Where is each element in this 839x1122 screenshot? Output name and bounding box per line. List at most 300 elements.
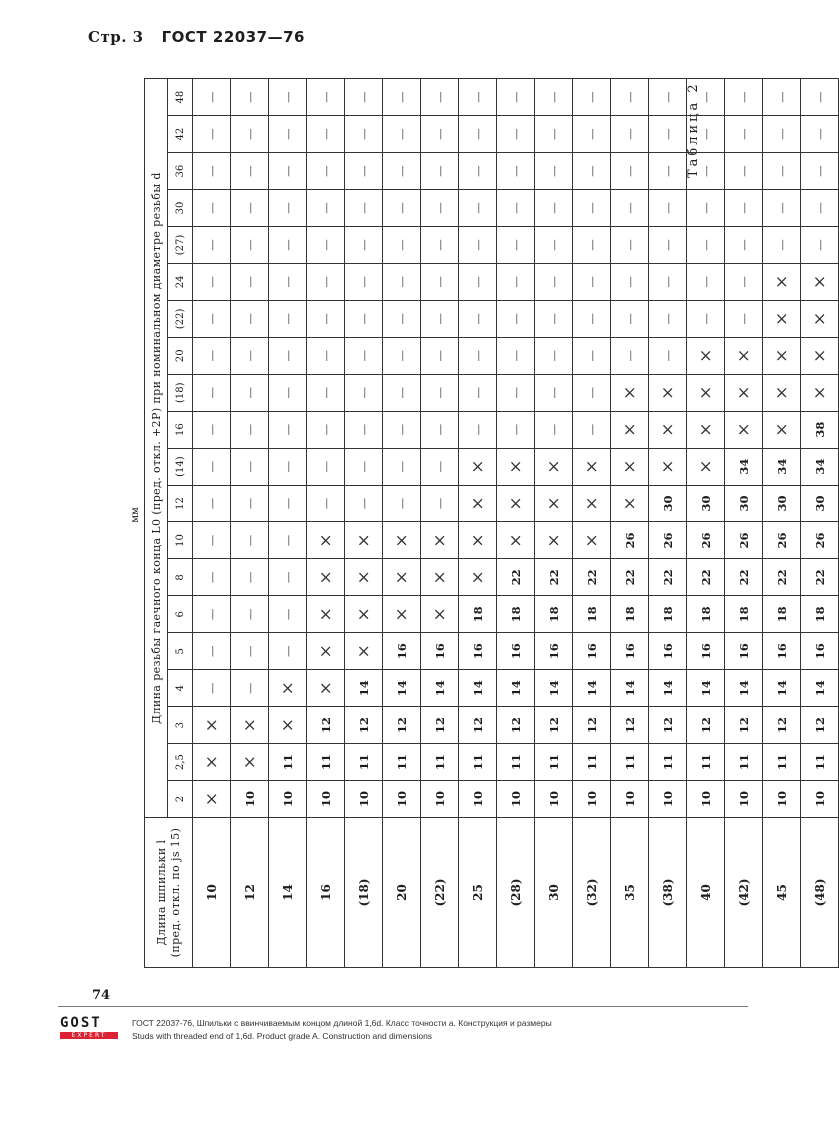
- thread-length-cell: 22: [611, 559, 649, 596]
- thread-length-cell: 30: [649, 485, 687, 522]
- thread-length-cell: ×: [193, 707, 231, 744]
- thread-length-cell: —: [307, 153, 345, 190]
- thread-length-cell: —: [725, 116, 763, 153]
- thread-length-cell: —: [307, 374, 345, 411]
- thread-length-cell: 18: [497, 596, 535, 633]
- thread-length-cell: —: [497, 116, 535, 153]
- thread-length-header: Длина резьбы гаечного конца L0 (пред. откл. +2P) при номинальном диаметре резьбы d: [145, 79, 168, 818]
- thread-length-cell: ×: [611, 448, 649, 485]
- thread-length-cell: 12: [649, 707, 687, 744]
- thread-length-cell: —: [763, 153, 801, 190]
- thread-length-cell: —: [269, 411, 307, 448]
- thread-length-cell: —: [763, 116, 801, 153]
- thread-length-cell: 11: [345, 744, 383, 781]
- footer-divider: [58, 1006, 748, 1007]
- thread-length-cell: —: [421, 374, 459, 411]
- thread-length-cell: —: [459, 190, 497, 227]
- thread-length-cell: —: [193, 411, 231, 448]
- thread-length-cell: —: [269, 522, 307, 559]
- thread-length-cell: —: [383, 79, 421, 116]
- table-row: [801, 79, 839, 968]
- diameter-header: (27): [168, 227, 193, 264]
- thread-length-cell: 11: [725, 744, 763, 781]
- thread-length-cell: —: [269, 263, 307, 300]
- stud-length-cell: 14: [269, 818, 307, 968]
- thread-length-cell: ×: [573, 522, 611, 559]
- thread-length-cell: 10: [269, 781, 307, 818]
- thread-length-cell: 22: [725, 559, 763, 596]
- gost-expert-logo: [60, 1016, 118, 1039]
- thread-length-cell: —: [611, 190, 649, 227]
- thread-length-cell: ×: [383, 559, 421, 596]
- thread-length-cell: —: [269, 153, 307, 190]
- thread-length-cell: —: [687, 79, 725, 116]
- thread-length-cell: —: [573, 374, 611, 411]
- thread-length-cell: —: [307, 337, 345, 374]
- thread-length-cell: —: [801, 227, 839, 264]
- thread-length-cell: —: [307, 116, 345, 153]
- thread-length-cell: 12: [725, 707, 763, 744]
- thread-length-cell: 16: [611, 633, 649, 670]
- stud-length-cell: (28): [497, 818, 535, 968]
- table-row: [345, 79, 383, 968]
- diameter-header: 4: [168, 670, 193, 707]
- thread-length-cell: 14: [497, 670, 535, 707]
- thread-length-cell: 18: [649, 596, 687, 633]
- thread-length-cell: —: [193, 448, 231, 485]
- thread-length-cell: 16: [573, 633, 611, 670]
- thread-length-cell: ×: [307, 670, 345, 707]
- thread-length-cell: —: [231, 448, 269, 485]
- thread-length-cell: 12: [421, 707, 459, 744]
- thread-length-cell: 10: [535, 781, 573, 818]
- thread-length-cell: —: [193, 263, 231, 300]
- thread-length-cell: 14: [763, 670, 801, 707]
- thread-length-cell: —: [345, 448, 383, 485]
- thread-length-cell: —: [535, 153, 573, 190]
- thread-length-cell: —: [383, 116, 421, 153]
- rotated-table-block: [130, 78, 830, 968]
- thread-length-cell: —: [269, 79, 307, 116]
- thread-length-cell: —: [725, 190, 763, 227]
- thread-length-cell: —: [687, 116, 725, 153]
- thread-length-cell: —: [649, 116, 687, 153]
- thread-length-cell: ×: [763, 337, 801, 374]
- thread-length-cell: —: [763, 190, 801, 227]
- thread-length-cell: 12: [535, 707, 573, 744]
- thread-length-cell: —: [193, 153, 231, 190]
- thread-length-cell: 11: [383, 744, 421, 781]
- thread-length-cell: —: [231, 633, 269, 670]
- thread-length-cell: ×: [725, 337, 763, 374]
- footer-line-english: Studs with threaded end of 1,6d. Product grade A. Construction and dimensions: [132, 1031, 433, 1041]
- thread-length-cell: —: [269, 337, 307, 374]
- thread-length-cell: —: [231, 263, 269, 300]
- thread-length-cell: —: [269, 227, 307, 264]
- thread-length-cell: 18: [763, 596, 801, 633]
- thread-length-cell: 10: [383, 781, 421, 818]
- thread-length-cell: —: [687, 227, 725, 264]
- thread-length-cell: —: [573, 116, 611, 153]
- table-row: [535, 79, 573, 968]
- thread-length-cell: —: [231, 670, 269, 707]
- thread-length-cell: —: [535, 79, 573, 116]
- thread-length-cell: ×: [687, 374, 725, 411]
- thread-length-cell: ×: [307, 633, 345, 670]
- thread-length-cell: —: [193, 300, 231, 337]
- thread-length-cell: 22: [687, 559, 725, 596]
- thread-length-cell: —: [231, 337, 269, 374]
- thread-length-cell: ×: [421, 522, 459, 559]
- thread-length-cell: —: [459, 337, 497, 374]
- thread-length-cell: —: [497, 227, 535, 264]
- thread-length-cell: ×: [535, 448, 573, 485]
- stud-length-cell: 10: [193, 818, 231, 968]
- thread-length-cell: ×: [497, 485, 535, 522]
- thread-length-cell: 14: [801, 670, 839, 707]
- thread-length-cell: —: [383, 448, 421, 485]
- table-row: [383, 79, 421, 968]
- thread-length-cell: —: [497, 337, 535, 374]
- thread-length-cell: 16: [763, 633, 801, 670]
- thread-length-cell: 14: [345, 670, 383, 707]
- diameter-header: 42: [168, 116, 193, 153]
- thread-length-cell: ×: [497, 448, 535, 485]
- thread-length-cell: —: [345, 374, 383, 411]
- thread-length-cell: 10: [231, 781, 269, 818]
- thread-length-cell: —: [649, 337, 687, 374]
- footer-line-russian: ГОСТ 22037-76, Шпильки с ввинчиваемым концом длиной 1,6d. Класс точности а. Конструкция и размеры: [132, 1018, 552, 1028]
- thread-length-cell: ×: [307, 559, 345, 596]
- thread-length-cell: 11: [573, 744, 611, 781]
- thread-length-cell: —: [231, 522, 269, 559]
- thread-length-cell: —: [801, 79, 839, 116]
- thread-length-cell: —: [193, 522, 231, 559]
- thread-length-cell: 11: [535, 744, 573, 781]
- thread-length-cell: —: [725, 79, 763, 116]
- thread-length-cell: —: [535, 263, 573, 300]
- thread-length-cell: 22: [535, 559, 573, 596]
- thread-length-cell: ×: [573, 485, 611, 522]
- thread-length-cell: ×: [535, 485, 573, 522]
- stud-length-cell: 45: [763, 818, 801, 968]
- thread-length-cell: 26: [687, 522, 725, 559]
- thread-length-cell: ×: [763, 263, 801, 300]
- thread-length-cell: —: [421, 190, 459, 227]
- thread-length-cell: ×: [649, 448, 687, 485]
- diameter-header: 3: [168, 707, 193, 744]
- thread-length-cell: 10: [763, 781, 801, 818]
- thread-length-cell: 10: [611, 781, 649, 818]
- thread-length-cell: —: [269, 116, 307, 153]
- thread-length-cell: —: [269, 633, 307, 670]
- logo-subtext: EXPERT: [60, 1032, 118, 1039]
- diameter-header: 30: [168, 190, 193, 227]
- diameter-header: 8: [168, 559, 193, 596]
- thread-length-cell: —: [193, 559, 231, 596]
- page-header: [88, 28, 305, 46]
- thread-length-cell: —: [573, 300, 611, 337]
- thread-length-cell: —: [193, 79, 231, 116]
- thread-length-cell: —: [231, 485, 269, 522]
- thread-length-cell: —: [535, 300, 573, 337]
- thread-length-cell: ×: [193, 781, 231, 818]
- thread-length-cell: —: [421, 411, 459, 448]
- thread-length-cell: —: [269, 190, 307, 227]
- thread-length-cell: —: [497, 153, 535, 190]
- stud-length-cell: 40: [687, 818, 725, 968]
- thread-length-cell: —: [231, 227, 269, 264]
- thread-length-cell: ×: [725, 374, 763, 411]
- diameter-header: (14): [168, 448, 193, 485]
- thread-length-cell: —: [801, 153, 839, 190]
- thread-length-cell: —: [231, 411, 269, 448]
- thread-length-cell: 12: [459, 707, 497, 744]
- thread-length-cell: 30: [801, 485, 839, 522]
- table-row: [307, 79, 345, 968]
- thread-length-cell: 11: [763, 744, 801, 781]
- thread-length-cell: —: [269, 448, 307, 485]
- thread-length-cell: 12: [345, 707, 383, 744]
- thread-length-cell: —: [573, 190, 611, 227]
- thread-length-cell: 10: [497, 781, 535, 818]
- thread-length-cell: —: [307, 263, 345, 300]
- stud-length-cell: 30: [535, 818, 573, 968]
- thread-length-cell: 16: [801, 633, 839, 670]
- thread-length-cell: —: [193, 337, 231, 374]
- thread-length-cell: —: [459, 153, 497, 190]
- thread-length-cell: 11: [801, 744, 839, 781]
- length-header-line1: Длина шпильки l: [154, 839, 168, 946]
- thread-length-cell: —: [573, 337, 611, 374]
- diameter-header: 5: [168, 633, 193, 670]
- thread-length-cell: 12: [687, 707, 725, 744]
- thread-length-cell: —: [193, 670, 231, 707]
- thread-length-cell: 26: [725, 522, 763, 559]
- thread-length-cell: —: [421, 337, 459, 374]
- thread-length-cell: 18: [687, 596, 725, 633]
- thread-length-cell: —: [345, 337, 383, 374]
- thread-length-cell: ×: [763, 374, 801, 411]
- thread-length-cell: 16: [649, 633, 687, 670]
- thread-length-cell: —: [307, 411, 345, 448]
- thread-length-cell: —: [725, 153, 763, 190]
- thread-length-cell: —: [649, 153, 687, 190]
- thread-length-cell: —: [459, 411, 497, 448]
- thread-length-cell: 11: [421, 744, 459, 781]
- stud-length-cell: (38): [649, 818, 687, 968]
- footer-text: [132, 1017, 552, 1043]
- thread-length-cell: —: [231, 374, 269, 411]
- thread-length-cell: —: [231, 559, 269, 596]
- thread-length-cell: ×: [535, 522, 573, 559]
- unit-label: мм: [130, 507, 141, 523]
- thread-length-cell: ×: [687, 337, 725, 374]
- thread-length-cell: ×: [459, 559, 497, 596]
- thread-length-cell: ×: [611, 411, 649, 448]
- thread-length-cell: 22: [497, 559, 535, 596]
- thread-length-cell: 14: [573, 670, 611, 707]
- stud-length-cell: 35: [611, 818, 649, 968]
- thread-length-cell: 38: [801, 411, 839, 448]
- thread-length-cell: —: [497, 190, 535, 227]
- dimensions-table: [144, 78, 839, 968]
- thread-length-cell: ×: [421, 559, 459, 596]
- diameter-header: 16: [168, 411, 193, 448]
- length-column-header: [145, 818, 193, 968]
- stud-length-cell: 20: [383, 818, 421, 968]
- thread-length-cell: 11: [459, 744, 497, 781]
- table-row: [649, 79, 687, 968]
- thread-length-cell: —: [459, 79, 497, 116]
- stud-length-cell: (32): [573, 818, 611, 968]
- thread-length-cell: —: [535, 374, 573, 411]
- thread-length-cell: —: [535, 227, 573, 264]
- thread-length-cell: —: [649, 227, 687, 264]
- thread-length-cell: ×: [345, 596, 383, 633]
- thread-length-cell: —: [345, 300, 383, 337]
- thread-length-cell: 12: [611, 707, 649, 744]
- thread-length-cell: 10: [421, 781, 459, 818]
- thread-length-cell: 30: [763, 485, 801, 522]
- thread-length-cell: —: [573, 411, 611, 448]
- thread-length-cell: —: [307, 79, 345, 116]
- thread-length-cell: —: [231, 116, 269, 153]
- thread-length-cell: —: [421, 153, 459, 190]
- thread-length-cell: —: [269, 559, 307, 596]
- thread-length-cell: 11: [687, 744, 725, 781]
- table-row: [763, 79, 801, 968]
- diameter-header: 36: [168, 153, 193, 190]
- diameter-header: 6: [168, 596, 193, 633]
- thread-length-cell: 26: [611, 522, 649, 559]
- thread-length-cell: —: [573, 227, 611, 264]
- thread-length-cell: 10: [725, 781, 763, 818]
- thread-length-cell: —: [573, 79, 611, 116]
- thread-length-cell: 12: [573, 707, 611, 744]
- thread-length-cell: —: [611, 153, 649, 190]
- thread-length-cell: ×: [231, 744, 269, 781]
- thread-length-cell: —: [535, 190, 573, 227]
- thread-length-cell: ×: [763, 300, 801, 337]
- thread-length-cell: 11: [611, 744, 649, 781]
- thread-length-cell: ×: [345, 633, 383, 670]
- thread-length-cell: 11: [497, 744, 535, 781]
- thread-length-cell: —: [611, 263, 649, 300]
- thread-length-cell: —: [687, 263, 725, 300]
- thread-length-cell: 10: [459, 781, 497, 818]
- thread-length-cell: ×: [345, 559, 383, 596]
- stud-length-cell: 16: [307, 818, 345, 968]
- thread-length-cell: —: [459, 227, 497, 264]
- stud-length-cell: 25: [459, 818, 497, 968]
- thread-length-cell: —: [459, 116, 497, 153]
- thread-length-cell: —: [801, 116, 839, 153]
- thread-length-cell: —: [307, 448, 345, 485]
- thread-length-cell: —: [573, 153, 611, 190]
- thread-length-cell: —: [307, 485, 345, 522]
- thread-length-cell: ×: [307, 522, 345, 559]
- thread-length-cell: 12: [497, 707, 535, 744]
- thread-length-cell: —: [725, 300, 763, 337]
- thread-length-cell: —: [459, 374, 497, 411]
- table-row: [497, 79, 535, 968]
- thread-length-cell: ×: [649, 411, 687, 448]
- page-number: 74: [92, 988, 111, 1003]
- thread-length-cell: 18: [725, 596, 763, 633]
- thread-length-cell: ×: [801, 337, 839, 374]
- thread-length-cell: —: [725, 263, 763, 300]
- thread-length-cell: 18: [801, 596, 839, 633]
- thread-length-cell: 12: [763, 707, 801, 744]
- thread-length-cell: —: [421, 448, 459, 485]
- thread-length-cell: —: [193, 596, 231, 633]
- logo-text: GOST: [60, 1015, 102, 1031]
- thread-length-cell: —: [649, 79, 687, 116]
- stud-length-cell: (48): [801, 818, 839, 968]
- thread-length-cell: 22: [763, 559, 801, 596]
- thread-length-cell: —: [687, 190, 725, 227]
- thread-length-cell: —: [573, 263, 611, 300]
- thread-length-cell: 22: [573, 559, 611, 596]
- thread-length-cell: —: [725, 227, 763, 264]
- thread-length-cell: —: [383, 190, 421, 227]
- thread-length-cell: 10: [345, 781, 383, 818]
- diameter-header: 24: [168, 263, 193, 300]
- thread-length-cell: 18: [535, 596, 573, 633]
- diameter-header: 20: [168, 337, 193, 374]
- thread-length-cell: ×: [497, 522, 535, 559]
- thread-length-cell: 11: [307, 744, 345, 781]
- table-row: [231, 79, 269, 968]
- thread-length-cell: 16: [535, 633, 573, 670]
- diameter-header: (22): [168, 300, 193, 337]
- thread-length-cell: 16: [497, 633, 535, 670]
- thread-length-cell: —: [193, 227, 231, 264]
- thread-length-cell: —: [763, 227, 801, 264]
- thread-length-cell: —: [383, 337, 421, 374]
- thread-length-cell: 10: [307, 781, 345, 818]
- thread-length-cell: 26: [801, 522, 839, 559]
- thread-length-cell: —: [193, 116, 231, 153]
- thread-length-cell: 14: [459, 670, 497, 707]
- thread-length-cell: —: [535, 411, 573, 448]
- thread-length-cell: 26: [649, 522, 687, 559]
- diameter-header: (18): [168, 374, 193, 411]
- diameter-header: 2,5: [168, 744, 193, 781]
- thread-length-cell: —: [497, 374, 535, 411]
- stud-length-cell: (22): [421, 818, 459, 968]
- diameter-header: 12: [168, 485, 193, 522]
- thread-length-cell: —: [687, 300, 725, 337]
- thread-length-cell: —: [345, 263, 383, 300]
- thread-length-cell: —: [497, 411, 535, 448]
- thread-length-cell: 11: [649, 744, 687, 781]
- thread-length-cell: 34: [801, 448, 839, 485]
- table-row: [611, 79, 649, 968]
- thread-length-cell: ×: [649, 374, 687, 411]
- length-header-line2: (пред. откл. по js 15): [168, 827, 182, 958]
- thread-length-cell: —: [535, 116, 573, 153]
- diameter-header: 10: [168, 522, 193, 559]
- thread-length-cell: —: [649, 190, 687, 227]
- thread-length-cell: —: [345, 485, 383, 522]
- thread-length-cell: ×: [459, 522, 497, 559]
- thread-length-cell: —: [231, 300, 269, 337]
- thread-length-cell: 34: [763, 448, 801, 485]
- thread-length-cell: 10: [649, 781, 687, 818]
- thread-length-cell: —: [421, 485, 459, 522]
